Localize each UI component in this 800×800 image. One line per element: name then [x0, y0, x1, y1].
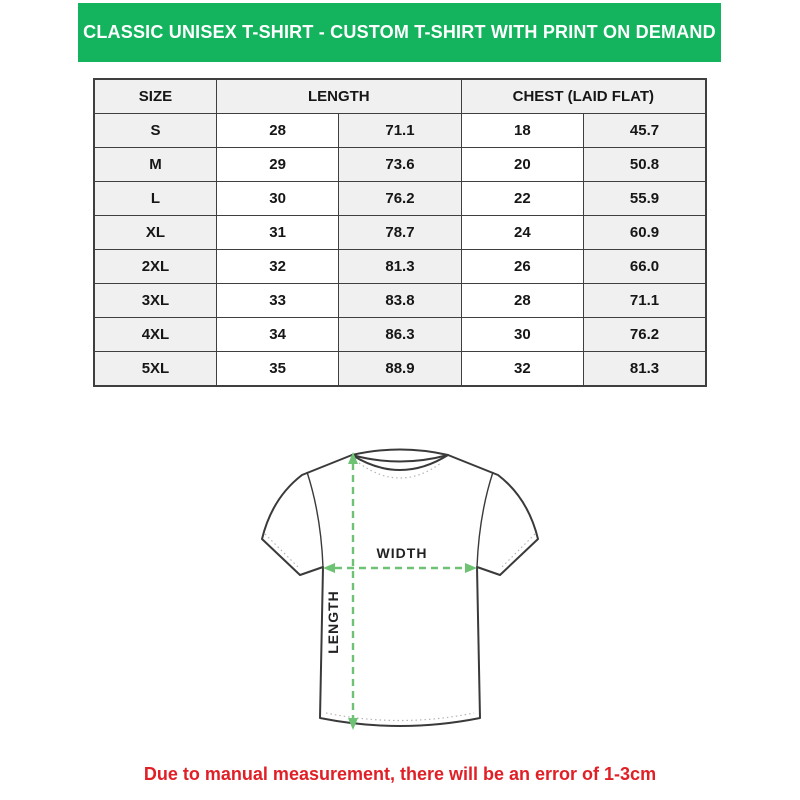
cell-chest-in: 26 [461, 250, 583, 284]
cell-length-in: 30 [216, 182, 338, 216]
cell-length-in: 31 [216, 216, 338, 250]
cell-length-in: 32 [216, 250, 338, 284]
cell-length-cm: 81.3 [339, 250, 461, 284]
title-banner [78, 3, 721, 62]
cell-length-cm: 83.8 [339, 284, 461, 318]
cell-size: L [94, 182, 216, 216]
cell-chest-cm: 76.2 [584, 318, 706, 352]
cell-size: XL [94, 216, 216, 250]
cell-chest-cm: 66.0 [584, 250, 706, 284]
cell-length-in: 35 [216, 352, 338, 387]
length-label: LENGTH [325, 590, 341, 654]
table-row [94, 284, 706, 318]
cell-length-in: 29 [216, 148, 338, 182]
cell-chest-cm: 81.3 [584, 352, 706, 387]
cell-length-cm: 88.9 [339, 352, 461, 387]
header-size: SIZE [94, 79, 216, 114]
cell-chest-in: 24 [461, 216, 583, 250]
cell-length-cm: 78.7 [339, 216, 461, 250]
page-title: CLASSIC UNISEX T-SHIRT - CUSTOM T-SHIRT WITH PRINT ON DEMAND [83, 22, 716, 42]
table-row [94, 250, 706, 284]
cell-chest-in: 30 [461, 318, 583, 352]
table-row [94, 318, 706, 352]
cell-length-in: 28 [216, 114, 338, 148]
cell-length-cm: 71.1 [339, 114, 461, 148]
tshirt-diagram [250, 435, 550, 745]
cell-size: 2XL [94, 250, 216, 284]
cell-size: M [94, 148, 216, 182]
cell-size: 4XL [94, 318, 216, 352]
cell-size: 5XL [94, 352, 216, 387]
cell-chest-in: 20 [461, 148, 583, 182]
cell-size: 3XL [94, 284, 216, 318]
cell-chest-in: 18 [461, 114, 583, 148]
cell-chest-in: 32 [461, 352, 583, 387]
cell-length-cm: 76.2 [339, 182, 461, 216]
cell-length-cm: 73.6 [339, 148, 461, 182]
cell-chest-cm: 50.8 [584, 148, 706, 182]
cell-length-cm: 86.3 [339, 318, 461, 352]
table-row [94, 148, 706, 182]
size-chart-table [93, 78, 707, 387]
cell-chest-cm: 71.1 [584, 284, 706, 318]
cell-chest-cm: 55.9 [584, 182, 706, 216]
tshirt-outline [262, 450, 538, 727]
cell-size: S [94, 114, 216, 148]
cell-length-in: 33 [216, 284, 338, 318]
size-chart-body [94, 114, 706, 387]
table-row [94, 352, 706, 387]
table-row [94, 216, 706, 250]
header-length: LENGTH [216, 79, 461, 114]
table-header-row [94, 79, 706, 114]
cell-chest-in: 22 [461, 182, 583, 216]
measurement-note: Due to manual measurement, there will be an error of 1-3cm [143, 764, 657, 784]
cell-chest-in: 28 [461, 284, 583, 318]
cell-chest-cm: 60.9 [584, 216, 706, 250]
width-label: WIDTH [376, 545, 428, 561]
table-row [94, 114, 706, 148]
table-row [94, 182, 706, 216]
cell-chest-cm: 45.7 [584, 114, 706, 148]
cell-length-in: 34 [216, 318, 338, 352]
header-chest: CHEST (LAID FLAT) [461, 79, 706, 114]
